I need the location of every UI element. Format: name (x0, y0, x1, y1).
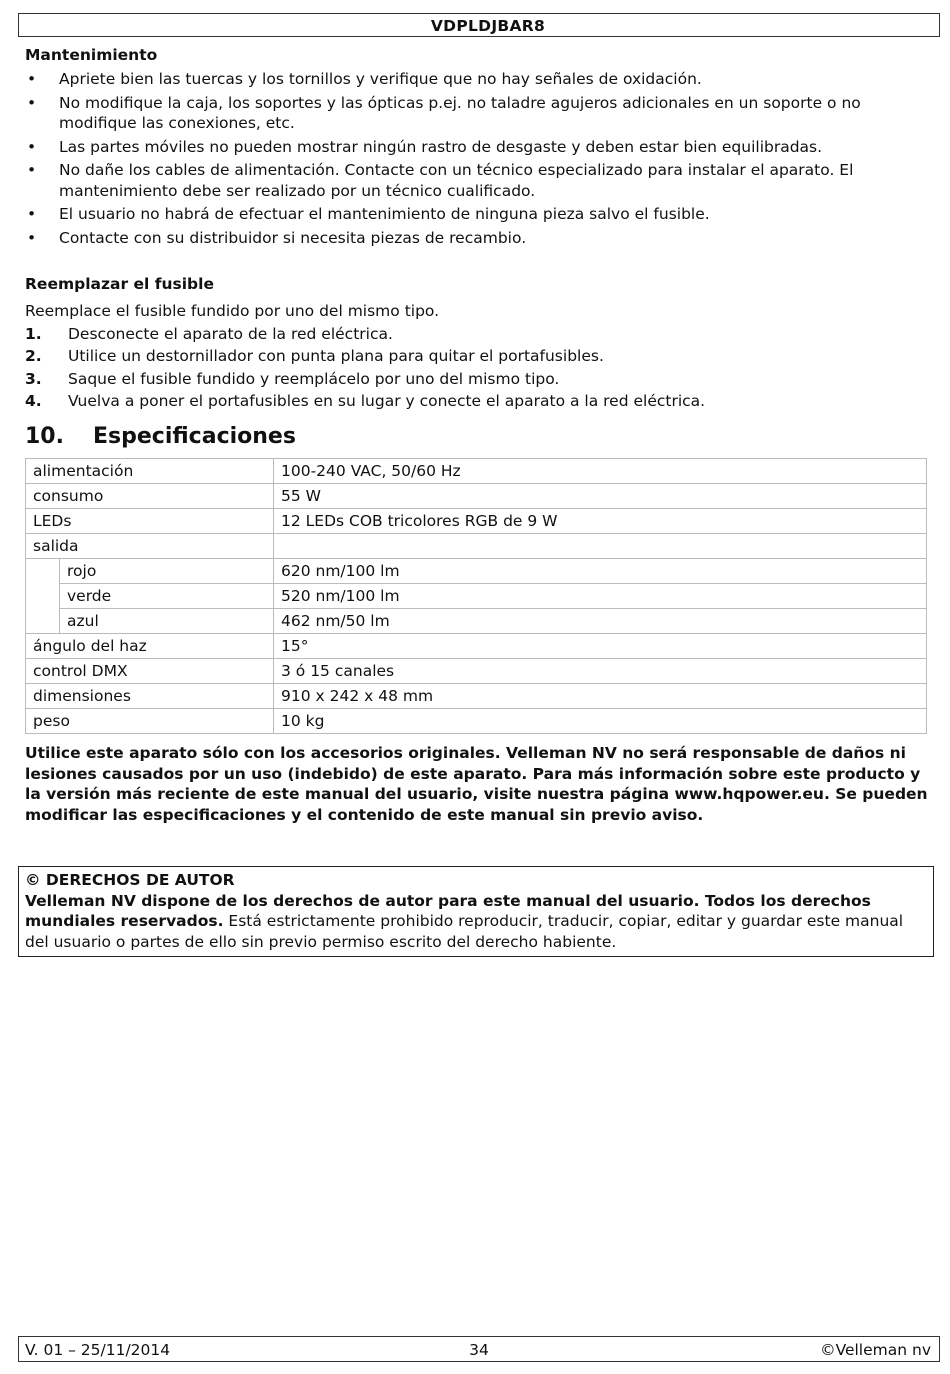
list-item: • Las partes móviles no pueden mostrar ningún rastro de desgaste y deben estar bien equilibradas. (27, 137, 823, 156)
table-row: rojo 620 nm/100 lm (26, 559, 927, 584)
maintenance-title: Mantenimiento (25, 46, 158, 64)
section-number: 10. (25, 423, 64, 449)
list-item: • No modifique la caja, los soportes y las ópticas p.ej. no taladre agujeros adicionales en un soporte o no modifique las conexiones, etc. (27, 93, 861, 133)
table-row: dimensiones 910 x 242 x 48 mm (26, 684, 927, 709)
bullet-icon: • (27, 161, 37, 180)
table-row: verde 520 nm/100 lm (26, 584, 927, 609)
version-date: V. 01 – 25/11/2014 (25, 1341, 171, 1359)
fuse-intro: Reemplace el fusible fundido por uno del mismo tipo. (25, 301, 440, 320)
bullet-icon: • (27, 205, 37, 224)
disclaimer-text: Utilice este aparato sólo con los accesorios originales. Velleman NV no será responsable de daños ni lesiones causados por un uso (indebido) de este aparato. Para más información sobre este producto y la versión más reciente de este manual del usuario, visite nuestra página www.hqpower.eu. Se pueden modificar las especificaciones y el contenido de este manual sin previo aviso. (25, 744, 928, 825)
company-name: ©Velleman nv (820, 1341, 931, 1359)
bullet-icon: • (27, 228, 37, 247)
table-row: salida (26, 534, 927, 559)
specs-heading (25, 424, 930, 450)
model-title: VDPLDJBAR8 (430, 17, 546, 35)
page-number: 34 (469, 1341, 489, 1359)
maintenance-list (25, 69, 930, 248)
page-content (25, 45, 930, 826)
step-item: 3. Saque el fusible fundido y reemplácelo por uno del mismo tipo. (25, 369, 560, 388)
bullet-icon: • (27, 70, 37, 89)
list-item: • Apriete bien las tuercas y los tornillos y verifique que no hay señales de oxidación. (27, 70, 702, 89)
copyright-body (25, 891, 927, 953)
page-footer (18, 1336, 940, 1362)
section-title: Especificaciones (93, 423, 296, 449)
table-row: consumo 55 W (26, 484, 927, 509)
copyright-title: © DERECHOS DE AUTOR (25, 871, 235, 889)
copyright-bold-text: Velleman NV dispone de los derechos de autor para este manual del usuario. Todos los derechos mundiales reservados. (25, 891, 871, 931)
fuse-steps (25, 324, 930, 412)
bullet-icon: • (27, 137, 37, 156)
list-item: • Contacte con su distribuidor si necesita piezas de recambio. (27, 228, 527, 247)
step-item: 4. Vuelva a poner el portafusibles en su lugar y conecte el aparato a la red eléctrica. (25, 392, 706, 411)
table-row: ángulo del haz 15° (26, 634, 927, 659)
copyright-text: Está estrictamente prohibido reproducir, traducir, copiar, editar y guardar este manual del usuario o partes de ello sin previo permiso escrito del derecho habiente. (25, 912, 904, 951)
specs-table (25, 458, 927, 734)
fuse-title: Reemplazar el fusible (25, 275, 214, 294)
list-item: • El usuario no habrá de efectuar el mantenimiento de ninguna pieza salvo el fusible. (27, 205, 710, 224)
table-row: LEDs 12 LEDs COB tricolores RGB de 9 W (26, 509, 927, 534)
page-header (18, 13, 940, 37)
table-row: azul 462 nm/50 lm (26, 609, 927, 634)
copyright-box (18, 866, 934, 957)
list-item: • No dañe los cables de alimentación. Contacte con un técnico especializado para instalar el aparato. El mantenimiento debe ser realizado por un técnico cualificado. (27, 161, 854, 200)
table-row: alimentación 100-240 VAC, 50/60 Hz (26, 459, 927, 484)
table-row: control DMX 3 ó 15 canales (26, 659, 927, 684)
bullet-icon: • (27, 93, 37, 112)
step-item: 2. Utilice un destornillador con punta plana para quitar el portafusibles. (25, 347, 604, 366)
table-row: peso 10 kg (26, 709, 927, 734)
step-item: 1. Desconecte el aparato de la red eléctrica. (25, 324, 393, 343)
